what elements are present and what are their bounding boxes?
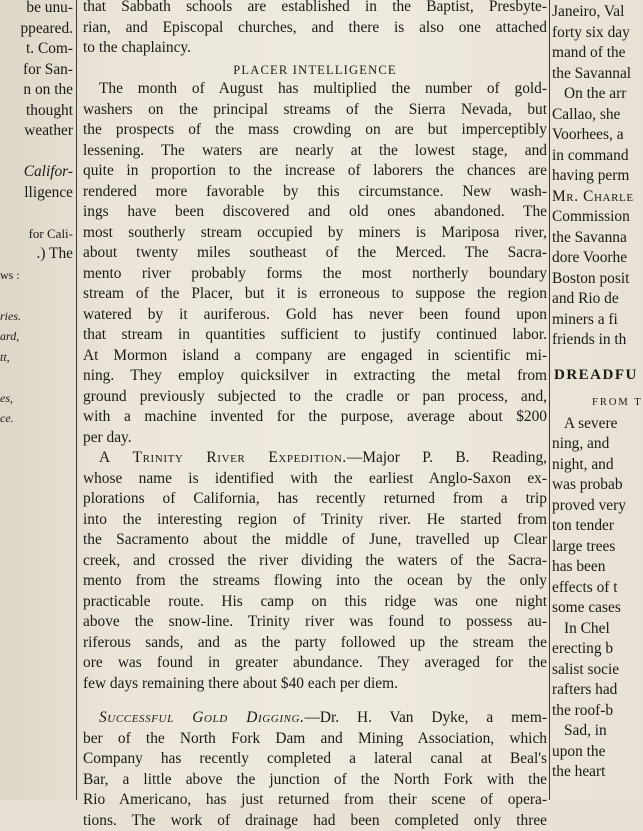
right-line: In Chel bbox=[552, 619, 640, 640]
trinity-line: whose name is identified with the earliest Anglo-Saxon ex- bbox=[83, 469, 547, 490]
right-line: upon the bbox=[552, 742, 640, 763]
left-line: for San- bbox=[0, 60, 73, 81]
placer-line: with a machine invented for the purpose, average about $200 bbox=[83, 407, 547, 428]
right-line: was probab bbox=[552, 475, 640, 496]
placer-line: At Mormon island a company are engaged in scientific mi- bbox=[83, 346, 547, 367]
right-line: Mr. Charle bbox=[552, 187, 640, 208]
placer-line: most southerly stream occupied by miners is Mariposa river, bbox=[83, 223, 547, 244]
left-line: ard, bbox=[0, 326, 73, 347]
right-line: the Savanna bbox=[552, 228, 640, 249]
right-line: ton tender bbox=[552, 516, 640, 537]
right-line: Commission bbox=[552, 207, 640, 228]
paragraph-gap bbox=[83, 694, 547, 708]
right-line: the Savannal bbox=[552, 64, 640, 85]
trinity-line: plorations of California, has recently returned from a trip bbox=[83, 489, 547, 510]
trinity-line: ore was found in greater abundance. They averaged for the bbox=[83, 653, 547, 674]
trinity-line: mento from the streams flowing into the ocean by the only bbox=[83, 571, 547, 592]
placer-line: per day. bbox=[83, 428, 547, 449]
right-line: proved very bbox=[552, 496, 640, 517]
right-from-line: FROM T bbox=[552, 393, 640, 414]
left-line: thought bbox=[0, 101, 73, 122]
main-column bbox=[83, 0, 547, 831]
left-line: n on the bbox=[0, 80, 73, 101]
right-line: Sad, in bbox=[552, 721, 640, 742]
left-line: ppeared. bbox=[0, 19, 73, 40]
right-line: large trees bbox=[552, 537, 640, 558]
left-line: ws : bbox=[0, 265, 73, 286]
left-line: for Cali- bbox=[0, 224, 73, 245]
left-line: ries. bbox=[0, 306, 73, 327]
right-line: has been bbox=[552, 557, 640, 578]
right-line: Callao, she bbox=[552, 105, 640, 126]
right-line: and Rio de bbox=[552, 289, 640, 310]
trinity-line: creek, and crossed the river dividing the waters of the Sacra- bbox=[83, 551, 547, 572]
left-line: Califor- bbox=[0, 162, 73, 183]
left-line: ce. bbox=[0, 408, 73, 429]
right-line: effects of t bbox=[552, 578, 640, 599]
placer-line: that stream in quantities sufficient to justify continued labor. bbox=[83, 325, 547, 346]
right-line: Janeiro, Val bbox=[552, 2, 640, 23]
gold-first-text: —Dr. H. Van Dyke, a mem- bbox=[305, 709, 547, 726]
trinity-line: the Sacramento about the middle of June, travelled up Clear bbox=[83, 530, 547, 551]
right-line: the heart bbox=[552, 762, 640, 783]
right-line: in command bbox=[552, 146, 640, 167]
trinity-line: into the interesting region of Trinity river. He started from bbox=[83, 510, 547, 531]
right-line: having perm bbox=[552, 166, 640, 187]
left-line bbox=[0, 203, 73, 224]
placer-line: watered by it auriferous. Gold has never been found upon bbox=[83, 305, 547, 326]
right-line: night, and bbox=[552, 455, 640, 476]
gold-title: Successful Gold Digging. bbox=[99, 709, 305, 726]
right-line: dore Voorhe bbox=[552, 248, 640, 269]
gold-line: Bar, a little above the junction of the North Fork with the bbox=[83, 770, 547, 791]
left-line: be unu- bbox=[0, 0, 73, 19]
column-rule-left bbox=[76, 0, 77, 800]
left-line bbox=[0, 367, 73, 388]
placer-line: The month of August has multiplied the number of gold- bbox=[83, 79, 547, 100]
left-column bbox=[0, 0, 73, 429]
trinity-line: few days remaining there about $40 each per diem. bbox=[83, 674, 547, 695]
right-column bbox=[552, 2, 640, 783]
section-gap bbox=[552, 385, 640, 393]
left-line bbox=[0, 142, 73, 163]
left-line: lligence bbox=[0, 183, 73, 204]
right-line: On the arr bbox=[552, 84, 640, 105]
right-line: the roof-b bbox=[552, 701, 640, 722]
right-line: rafters had bbox=[552, 680, 640, 701]
right-line: A severe bbox=[552, 414, 640, 435]
right-headline: DREADFU bbox=[552, 365, 640, 386]
trinity-line: riferous sands, and as the party followed up the stream the bbox=[83, 633, 547, 654]
placer-line: washers on the principal streams of the Sierra Nevada, but bbox=[83, 100, 547, 121]
intro-line: to the chaplaincy. bbox=[83, 38, 547, 59]
placer-line: ings have been discovered and old ones abandoned. The bbox=[83, 202, 547, 223]
left-line bbox=[0, 285, 73, 306]
right-line: miners a fi bbox=[552, 310, 640, 331]
placer-line: mento river probably forms the most northerly boundary bbox=[83, 264, 547, 285]
placer-heading: PLACER INTELLIGENCE bbox=[83, 59, 547, 80]
placer-line: rendered more favorable by this circumstance. New wash- bbox=[83, 182, 547, 203]
placer-line: stream of the Placer, but it is erroneous to suppose the region bbox=[83, 284, 547, 305]
section-gap bbox=[552, 351, 640, 365]
gold-first-line bbox=[83, 708, 547, 729]
right-line: Boston posit bbox=[552, 269, 640, 290]
right-line: friends in th bbox=[552, 330, 640, 351]
right-line: Voorhees, a bbox=[552, 125, 640, 146]
placer-line: ground previously subjected to the cradle or pan process, and, bbox=[83, 387, 547, 408]
left-line: .) The bbox=[0, 244, 73, 265]
gold-line: tions. The work of drainage had been completed only three bbox=[83, 811, 547, 831]
placer-line: about twenty miles southeast of the Merced. The Sacra- bbox=[83, 243, 547, 264]
right-line: mand of the bbox=[552, 43, 640, 64]
trinity-title: A Trinity River Expedition. bbox=[99, 449, 347, 466]
left-line: tt, bbox=[0, 347, 73, 368]
right-line: ning, and bbox=[552, 434, 640, 455]
right-line: erecting b bbox=[552, 639, 640, 660]
placer-line: lessening. The waters are nearly at the lowest stage, and bbox=[83, 141, 547, 162]
left-line: t. Com- bbox=[0, 39, 73, 60]
right-line: forty six day bbox=[552, 23, 640, 44]
trinity-first-text: —Major P. B. Reading, bbox=[347, 449, 547, 466]
trinity-first-line bbox=[83, 448, 547, 469]
gold-line: Company has recently completed a lateral canal at Beal's bbox=[83, 749, 547, 770]
trinity-line: practicable route. His camp on this ridge was one night bbox=[83, 592, 547, 613]
intro-line: rian, and Episcopal churches, and there is also one attached bbox=[83, 18, 547, 39]
left-line: weather bbox=[0, 121, 73, 142]
trinity-line: above the snow-line. Trinity river was found to possess au- bbox=[83, 612, 547, 633]
right-line: salist socie bbox=[552, 660, 640, 681]
left-line: es, bbox=[0, 388, 73, 409]
gold-line: ber of the North Fork Dam and Mining Association, which bbox=[83, 729, 547, 750]
intro-line: that Sabbath schools are established in the Baptist, Presbyte- bbox=[83, 0, 547, 18]
gold-line: Rio Americano, has just returned from their scene of opera- bbox=[83, 790, 547, 811]
column-rule-right bbox=[549, 0, 550, 800]
right-line: some cases bbox=[552, 598, 640, 619]
placer-line: the prospects of the mass crowding on are but imperceptibly bbox=[83, 120, 547, 141]
placer-line: quite in proportion to the increase of laborers the chances are bbox=[83, 161, 547, 182]
placer-line: ning. They employ quicksilver in extracting the metal from bbox=[83, 366, 547, 387]
